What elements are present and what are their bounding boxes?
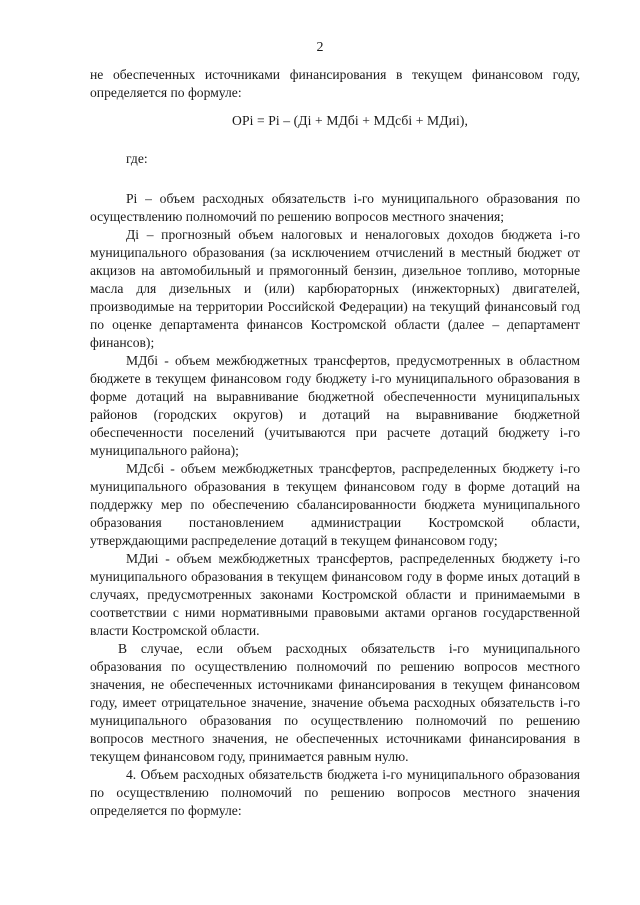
page-number: 2: [316, 40, 324, 55]
definition-mdsbi: МДсбi - объем межбюджетных трансфертов, распределенных бюджету i-го муниципального образования в текущем финансовом году в форме дотаций на поддержку мер по обеспечению сбалансированности бюджета муниципального образования постановлением администрации Костромской области, утверждающими распределение дотаций в текущем финансовом году;: [90, 461, 580, 548]
definition-mdbi: МДбi - объем межбюджетных трансфертов, предусмотренных в областном бюджете в текущем финансовом году бюджету i-го муниципального образования в форме дотаций на выравнивание бюджетной обеспеченности муниципальных районов (городских округов) и дотаций на выравнивание бюджетной обеспеченности поселений (учитываются при расчете дотаций бюджету i-го муниципального района);: [90, 353, 580, 458]
definition-di: Дi – прогнозный объем налоговых и неналоговых доходов бюджета i-го муниципального образования (за исключением отчислений в местный бюджет от акцизов на автомобильный и прямогонный бензин, дизельное топливо, моторные масла для дизельных и (или) карбюраторных (инжекторных) двигателей, производимые на территории Российской Федерации) на текущий финансовый год по оценке департамента финансов Костромской области (далее – департамент финансов);: [90, 227, 580, 350]
intro-paragraph: не обеспеченных источниками финансирования в текущем финансовом году, определяется по формуле:: [90, 67, 580, 100]
zero-clause-paragraph: В случае, если объем расходных обязательств i-го муниципального образования по осуществлению полномочий по решению вопросов местного значения, не обеспеченных источниками финансирования в текущем финансовом году, имеет отрицательное значение, значение объема расходных обязательств i-го муниципального образования по осуществлению полномочий по решению вопросов местного значения, не обеспеченных источниками финансирования в текущем финансовом году, принимается равным нулю.: [90, 641, 580, 764]
definition-mdii: МДиi - объем межбюджетных трансфертов, распределенных бюджету i-го муниципального образования в текущем финансовом году в форме иных дотаций в случаях, предусмотренных законами Костромской области и принимаемыми в соответствии с ними нормативными правовыми актами органов государственной власти Костромской области.: [90, 551, 580, 638]
document-body: [90, 66, 580, 820]
formula: ОРi = Рi – (Дi + МДбi + МДсбi + МДиi),: [232, 113, 468, 128]
definition-ri: Рi – объем расходных обязательств i-го муниципального образования по осуществлению полномочий по решению вопросов местного значения;: [90, 191, 580, 224]
where-label: где:: [126, 151, 148, 166]
item-4-paragraph: 4. Объем расходных обязательств бюджета i-го муниципального образования по осуществлению полномочий по решению вопросов местного значения определяется по формуле:: [90, 767, 580, 818]
